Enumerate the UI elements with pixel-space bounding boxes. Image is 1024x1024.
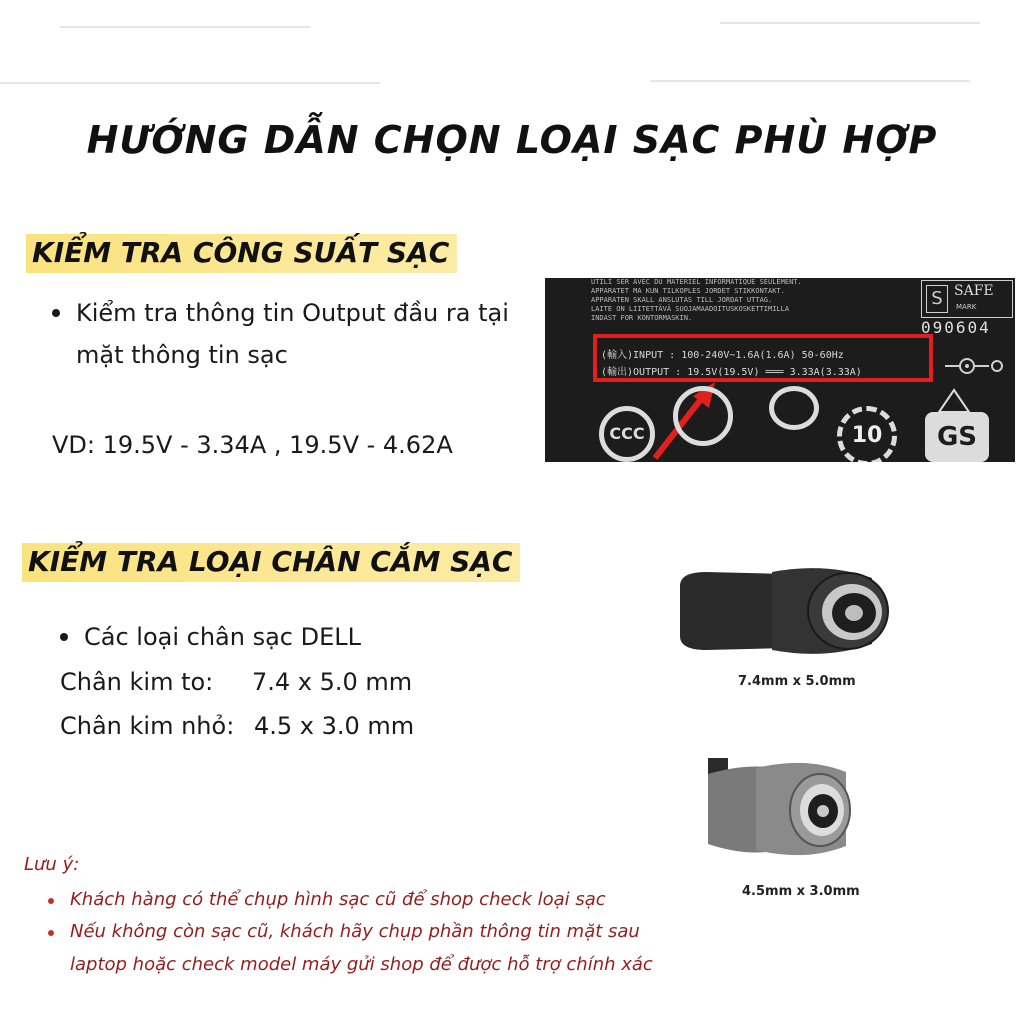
mark-label: MARK — [956, 303, 977, 311]
label-output-line: (輸出)OUTPUT : 19.5V(19.5V) ═══ 3.33A(3.33A) — [601, 367, 862, 378]
safe-mark-badge — [921, 280, 1013, 318]
label-fine-print: APPARATEN SKALL ANSLUTAS TILL JORDAT UTTAG. — [591, 296, 773, 304]
safe-label: SAFE — [954, 283, 994, 299]
note-item: Nếu không còn sạc cũ, khách hãy chụp phần thông tin mặt sau — [70, 921, 640, 942]
pin-bullet: Các loại chân sạc DELL — [84, 623, 362, 651]
top-decoration-line — [60, 26, 310, 28]
connector-large-caption: 7.4mm x 5.0mm — [738, 674, 856, 689]
label-code: 090604 — [921, 318, 991, 337]
building-icon — [769, 386, 819, 430]
warning-triangle-icon — [937, 388, 971, 414]
connector-small-image — [696, 750, 876, 866]
gs-logo: GS — [925, 412, 989, 462]
cert-logo — [673, 386, 733, 446]
label-fine-print: INDAST FOR KONTORMASKIN. — [591, 314, 693, 322]
label-fine-print: LAITE ON LIITETTÄVÄ SUOJAMAADOITUSKOSKETTIMILLA — [591, 305, 790, 313]
label-input-line: (輸入)INPUT : 100-240V~1.6A(1.6A) 50-60Hz — [601, 350, 844, 361]
top-decoration-line — [650, 80, 970, 82]
page-title: HƯỚNG DẪN CHỌN LOẠI SẠC PHÙ HỢP — [86, 118, 938, 162]
connector-small-caption: 4.5mm x 3.0mm — [742, 884, 860, 899]
bullet-dot — [60, 633, 68, 641]
label-fine-print: UTILI SER AVEC DU MATERIEL INFORMATIQUE SEULEMENT. — [591, 278, 802, 286]
top-decoration-line — [0, 82, 380, 84]
note-item: laptop hoặc check model máy gửi shop để được hỗ trợ chính xác — [70, 954, 653, 975]
note-item: Khách hàng có thể chụp hình sạc cũ để shop check loại sạc — [70, 889, 606, 910]
section-heading-pin: KIỂM TRA LOẠI CHÂN CẮM SẠC — [22, 543, 520, 582]
recycle-10-logo: 10 — [837, 406, 897, 462]
note-bullet-dot — [48, 930, 54, 936]
polarity-icon — [943, 354, 1013, 378]
ccc-logo: CCC — [599, 406, 655, 462]
top-decoration-line — [720, 22, 980, 24]
power-example: VD: 19.5V - 3.34A , 19.5V - 4.62A — [52, 431, 453, 459]
small-pin-label: Chân kim nhỏ: — [60, 712, 235, 740]
big-pin-label: Chân kim to: — [60, 668, 214, 696]
power-bullet-line1: Kiểm tra thông tin Output đầu ra tại — [76, 299, 509, 327]
connector-large-image — [676, 556, 896, 666]
small-pin-value: 4.5 x 3.0 mm — [254, 712, 415, 740]
power-bullet-line2: mặt thông tin sạc — [76, 341, 288, 369]
label-fine-print: APPARATET MA KUN TILKOPLES JORDET STIKKONTAKT. — [591, 287, 785, 295]
note-bullet-dot — [48, 898, 54, 904]
section-heading-power: KIỂM TRA CÔNG SUẤT SẠC — [26, 234, 457, 273]
bullet-dot — [52, 309, 60, 317]
safe-mark-icon: S — [926, 285, 948, 313]
big-pin-value: 7.4 x 5.0 mm — [252, 668, 413, 696]
note-heading: Lưu ý: — [24, 854, 80, 875]
charger-label-photo — [545, 278, 1015, 462]
